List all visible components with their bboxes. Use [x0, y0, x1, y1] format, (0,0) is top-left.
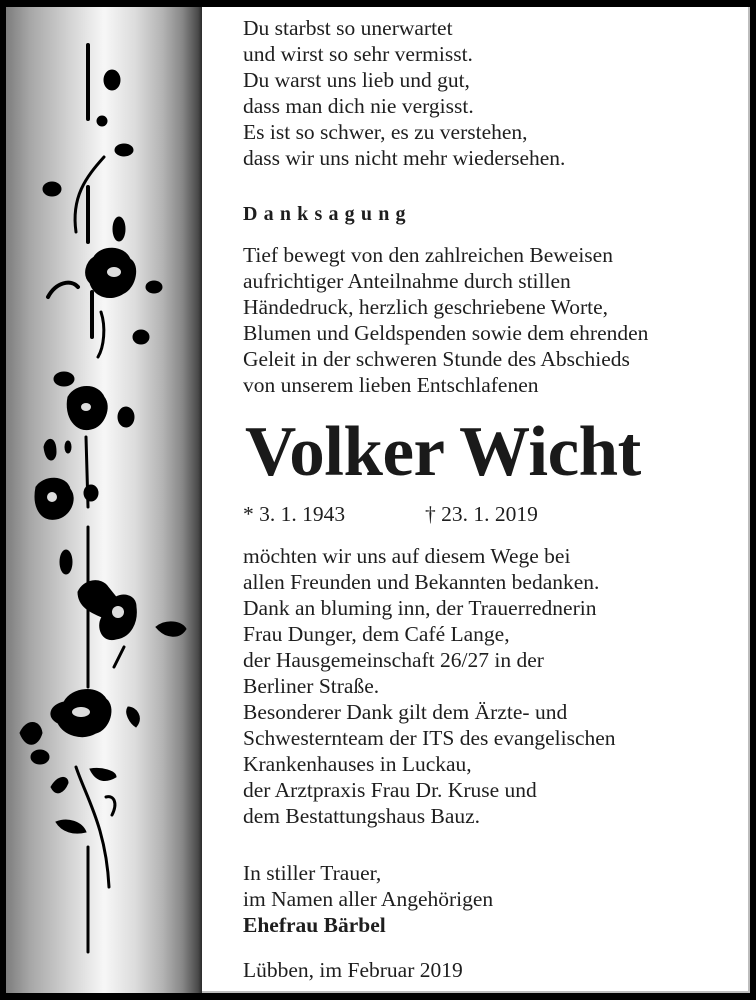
thanks-line: Krankenhauses in Luckau,: [243, 752, 472, 776]
thanks-line: der Arztpraxis Frau Dr. Kruse und: [243, 778, 537, 802]
thanks-line: Berliner Straße.: [243, 674, 380, 698]
intro-paragraph: [243, 242, 648, 398]
thanks-line: Schwesternteam der ITS des evangelischen: [243, 726, 616, 750]
thanks-line: Frau Dunger, dem Café Lange,: [243, 622, 510, 646]
intro-line: Tief bewegt von den zahlreichen Beweisen: [243, 243, 613, 267]
thanks-line: allen Freunden und Bekannten bedanken.: [243, 570, 600, 594]
poem-line: dass man dich nie vergisst.: [243, 94, 474, 118]
signature: [243, 860, 493, 938]
thanks-line: dem Bestattungshaus Bauz.: [243, 804, 481, 828]
heading-danksagung: Danksagung: [243, 203, 412, 225]
thanks-line: möchten wir uns auf diesem Wege bei: [243, 544, 571, 568]
thanks-line: Besonderer Dank gilt dem Ärzte- und: [243, 700, 568, 724]
death-date: † 23. 1. 2019: [425, 502, 538, 526]
signer-name: Ehefrau Bärbel: [243, 913, 386, 937]
signature-line: In stiller Trauer,: [243, 861, 382, 885]
floral-vine-icon: [6, 7, 202, 993]
thanks-line: Dank an bluming inn, der Trauerrednerin: [243, 596, 597, 620]
intro-line: Händedruck, herzlich geschriebene Worte,: [243, 295, 608, 319]
poem-line: Du starbst so unerwartet: [243, 16, 453, 40]
frame-edge-bottom: [202, 991, 750, 993]
deceased-name: Volker Wicht: [245, 413, 641, 491]
decorative-floral-panel: [6, 7, 202, 993]
intro-line: Geleit in der schweren Stunde des Abschieds: [243, 347, 630, 371]
poem: [243, 15, 565, 171]
intro-line: von unserem lieben Entschlafenen: [243, 373, 539, 397]
thanks-line: der Hausgemeinschaft 26/27 in der: [243, 648, 544, 672]
intro-line: Blumen und Geldspenden sowie dem ehrenden: [243, 321, 649, 345]
poem-line: und wirst so sehr vermisst.: [243, 42, 473, 66]
frame-edge-right: [748, 7, 750, 993]
place-date: Lübben, im Februar 2019: [243, 958, 463, 982]
signature-line: im Namen aller Angehörigen: [243, 887, 494, 911]
poem-line: Es ist so schwer, es zu verstehen,: [243, 120, 528, 144]
poem-line: Du warst uns lieb und gut,: [243, 68, 470, 92]
birth-date: * 3. 1. 1943: [243, 502, 346, 526]
obituary-notice: [6, 7, 750, 993]
life-dates: [243, 501, 663, 527]
poem-line: dass wir uns nicht mehr wiedersehen.: [243, 146, 566, 170]
thanks-paragraph: [243, 543, 616, 829]
intro-line: aufrichtiger Anteilnahme durch stillen: [243, 269, 571, 293]
